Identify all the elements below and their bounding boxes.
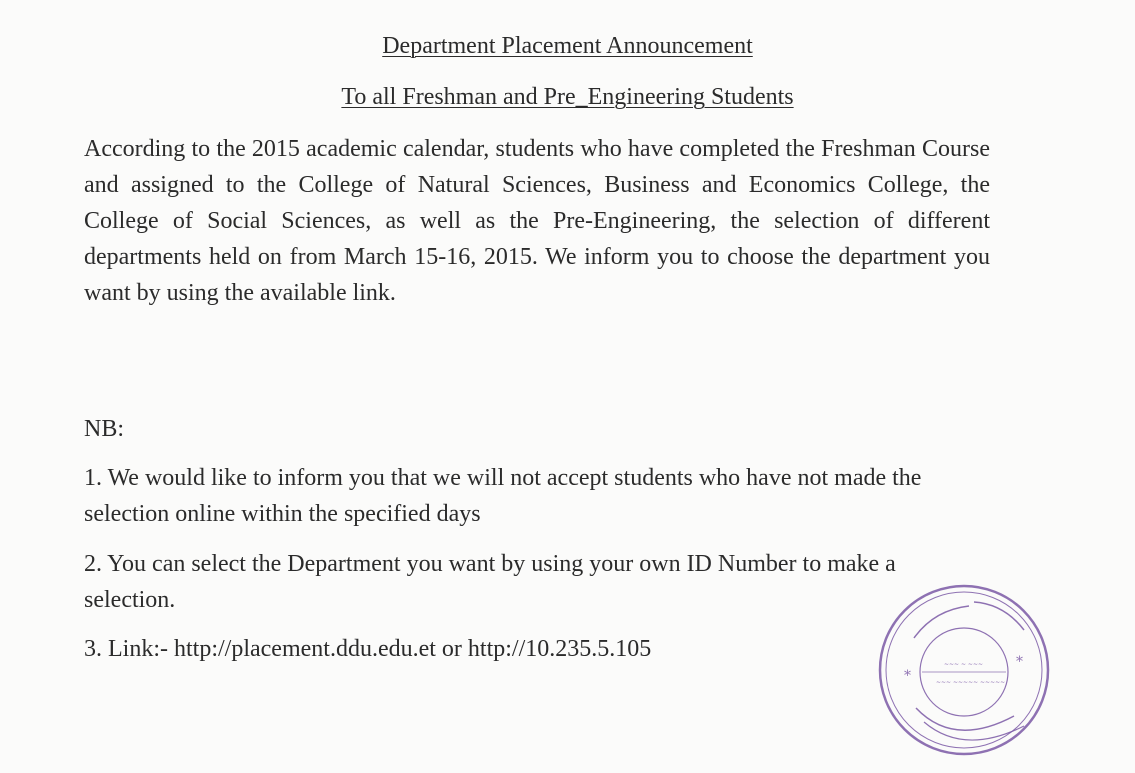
- svg-text:~~~ ~~~~~ ~~~~~: ~~~ ~~~~~ ~~~~~: [936, 679, 1006, 686]
- note-item-3: 3. Link:- http://placement.ddu.edu.et or http://10.235.5.105: [84, 636, 652, 662]
- note-item-1: 1. We would like to inform you that we will not accept students who have not made the selection online within the specified days: [84, 465, 922, 527]
- registrar-stamp-seal: [874, 580, 1054, 760]
- svg-text:~~~ ~ ~~~: ~~~ ~ ~~~: [944, 661, 984, 668]
- svg-text:*: *: [1016, 654, 1023, 670]
- announcement-body: According to the 2015 academic calendar, students who have completed the Freshman Course and assigned to the College of Natural Sciences, Business and Economics College, the College of Social Sciences, as well as the Pre-Engineering, the selection of different departments held on from March 15-16, 2015. We inform you to choose the department you want by using the available link.: [84, 136, 990, 306]
- nb-label: NB:: [84, 416, 125, 442]
- svg-text:*: *: [904, 668, 911, 684]
- note-item-2: 2. You can select the Department you want by using your own ID Number to make a selection.: [84, 551, 896, 613]
- announcement-subtitle: To all Freshman and Pre_Engineering Students: [341, 84, 794, 110]
- announcement-title: Department Placement Announcement: [382, 33, 753, 59]
